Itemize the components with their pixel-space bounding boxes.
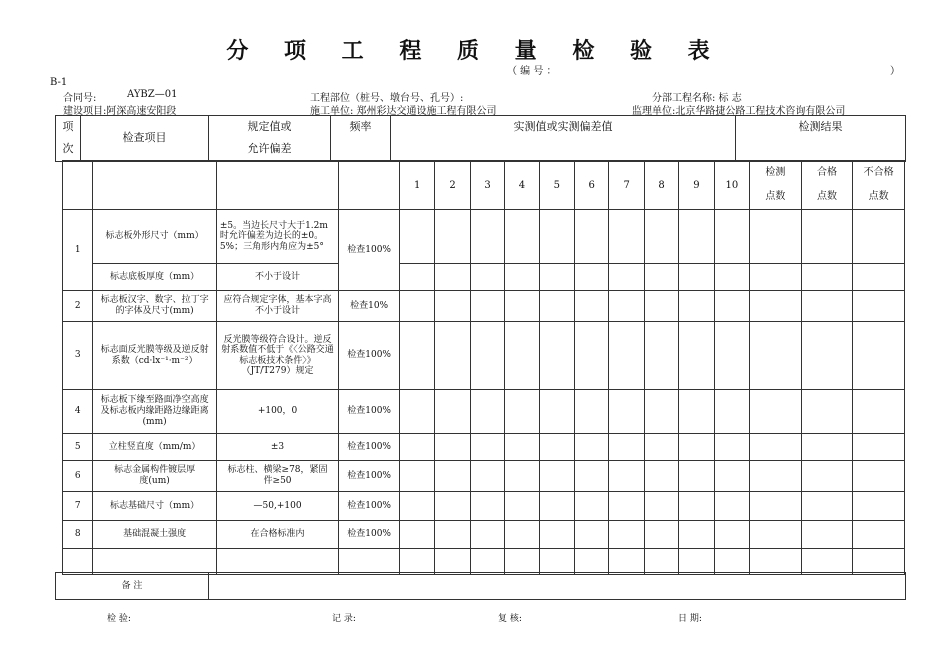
record-signature: 记 录: bbox=[332, 614, 356, 624]
row-frequency: 检查100% bbox=[339, 434, 400, 461]
row-spec: 反光膜等级符合设计。逆反射系数值不低于《〈公路交通标志板技术条件〉》（JT/T279）规定 bbox=[216, 322, 338, 390]
col-number: 1 bbox=[399, 161, 434, 210]
frequency-header: 频率 bbox=[331, 116, 391, 162]
row-no: 8 bbox=[63, 521, 93, 549]
date-field: 日 期: bbox=[678, 614, 702, 624]
row-spec: 标志柱、横梁≥78，紧固件≥50 bbox=[216, 461, 338, 492]
pass-points-header: 合格 点数 bbox=[801, 161, 853, 210]
row-frequency: 检查100% bbox=[339, 521, 400, 549]
table-row bbox=[63, 322, 905, 390]
col-number: 5 bbox=[539, 161, 574, 210]
row-no: 3 bbox=[63, 322, 93, 390]
contractor: 施工单位: 郑州彩达交通设施工程有限公司 bbox=[310, 106, 497, 117]
table-row bbox=[63, 434, 905, 461]
row-frequency: 检查100% bbox=[339, 322, 400, 390]
spec-header-1: 规定值或 bbox=[209, 116, 331, 139]
row-frequency: 检查10% bbox=[339, 291, 400, 322]
row-spec: 不小于设计 bbox=[216, 264, 338, 291]
supervisor: 监理单位:北京华路捷公路工程技术咨询有限公司 bbox=[632, 106, 846, 117]
remarks-table bbox=[55, 572, 906, 600]
table-row bbox=[63, 264, 905, 291]
item-no-header-1: 项 bbox=[56, 116, 81, 139]
table-row bbox=[63, 291, 905, 322]
contract-label: 合同号: bbox=[63, 93, 97, 104]
form-code: B-1 bbox=[50, 77, 68, 88]
row-item: 标志板下缘至路面净空高度及标志板内缘距路边缘距离(mm) bbox=[93, 390, 216, 434]
col-number: 9 bbox=[679, 161, 714, 210]
sub-project: 分部工程名称: 标 志 bbox=[652, 93, 742, 104]
table-row bbox=[63, 390, 905, 434]
spec-header-2: 允许偏差 bbox=[209, 138, 331, 161]
location-label: 工程部位（桩号、墩台号、孔号）: bbox=[310, 93, 464, 104]
fail-points-header: 不合格 点数 bbox=[853, 161, 905, 210]
row-frequency: 检查100% bbox=[339, 210, 400, 291]
row-no: 6 bbox=[63, 461, 93, 492]
row-item: 标志板外形尺寸（mm） bbox=[93, 210, 216, 264]
table-row bbox=[63, 210, 905, 264]
column-number-row bbox=[63, 161, 905, 210]
row-frequency: 检查100% bbox=[339, 390, 400, 434]
project-name: 建设项目:阿深高速安阳段 bbox=[63, 106, 177, 117]
row-frequency: 检查100% bbox=[339, 492, 400, 521]
row-item: 标志板汉字、数字、拉丁字的字体及尺寸(mm) bbox=[93, 291, 216, 322]
row-spec: 应符合规定字体，基本字高不小于设计 bbox=[216, 291, 338, 322]
item-no-header-2: 次 bbox=[56, 138, 81, 161]
col-number: 2 bbox=[435, 161, 470, 210]
col-number: 8 bbox=[644, 161, 678, 210]
check-points-header: 检测 点数 bbox=[750, 161, 802, 210]
inspect-signature: 检 验: bbox=[107, 614, 131, 624]
serial-close: ） bbox=[890, 66, 900, 77]
row-item: 基础混凝土强度 bbox=[93, 521, 216, 549]
col-number: 3 bbox=[470, 161, 504, 210]
measured-header: 实测值或实测偏差值 bbox=[391, 116, 736, 162]
form-title: 分 项 工 程 质 量 检 验 表 bbox=[226, 38, 724, 64]
row-item: 立柱竖直度（mm/m） bbox=[93, 434, 216, 461]
row-frequency: 检查100% bbox=[339, 461, 400, 492]
row-spec: 在合格标准内 bbox=[216, 521, 338, 549]
row-no: 2 bbox=[63, 291, 93, 322]
col-number: 6 bbox=[575, 161, 609, 210]
header-table bbox=[55, 115, 906, 162]
row-spec: ±3 bbox=[216, 434, 338, 461]
col-number: 10 bbox=[714, 161, 749, 210]
row-spec: +100，0 bbox=[216, 390, 338, 434]
row-spec: ±5。当边长尺寸大于1.2m时允许偏差为边长的±0。5%；三角形内角应为±5° bbox=[216, 210, 338, 264]
row-item: 标志面反光膜等级及逆反射系数（cd·lx⁻¹·m⁻²） bbox=[93, 322, 216, 390]
row-item: 标志基础尺寸（mm） bbox=[93, 492, 216, 521]
table-row bbox=[63, 492, 905, 521]
serial-label: （ 编 号 ： bbox=[507, 66, 557, 77]
row-no: 5 bbox=[63, 434, 93, 461]
remarks-field[interactable] bbox=[209, 573, 906, 600]
contract-no: AYBZ—01 bbox=[127, 89, 178, 100]
review-signature: 复 核: bbox=[498, 614, 522, 624]
check-item-header: 检查项目 bbox=[81, 116, 209, 162]
table-row bbox=[63, 521, 905, 549]
row-no: 4 bbox=[63, 390, 93, 434]
table-row bbox=[63, 461, 905, 492]
row-no: 7 bbox=[63, 492, 93, 521]
inspection-table bbox=[62, 160, 905, 575]
table-row bbox=[63, 549, 905, 575]
row-spec: —50,+100 bbox=[216, 492, 338, 521]
col-number: 7 bbox=[609, 161, 644, 210]
col-number: 4 bbox=[505, 161, 539, 210]
row-item: 标志底板厚度（mm） bbox=[93, 264, 216, 291]
remarks-label: 备 注 bbox=[56, 573, 209, 600]
row-no: 1 bbox=[63, 210, 93, 291]
result-header: 检测结果 bbox=[736, 116, 906, 162]
row-item: 标志金属构件镀层厚度(um) bbox=[93, 461, 216, 492]
